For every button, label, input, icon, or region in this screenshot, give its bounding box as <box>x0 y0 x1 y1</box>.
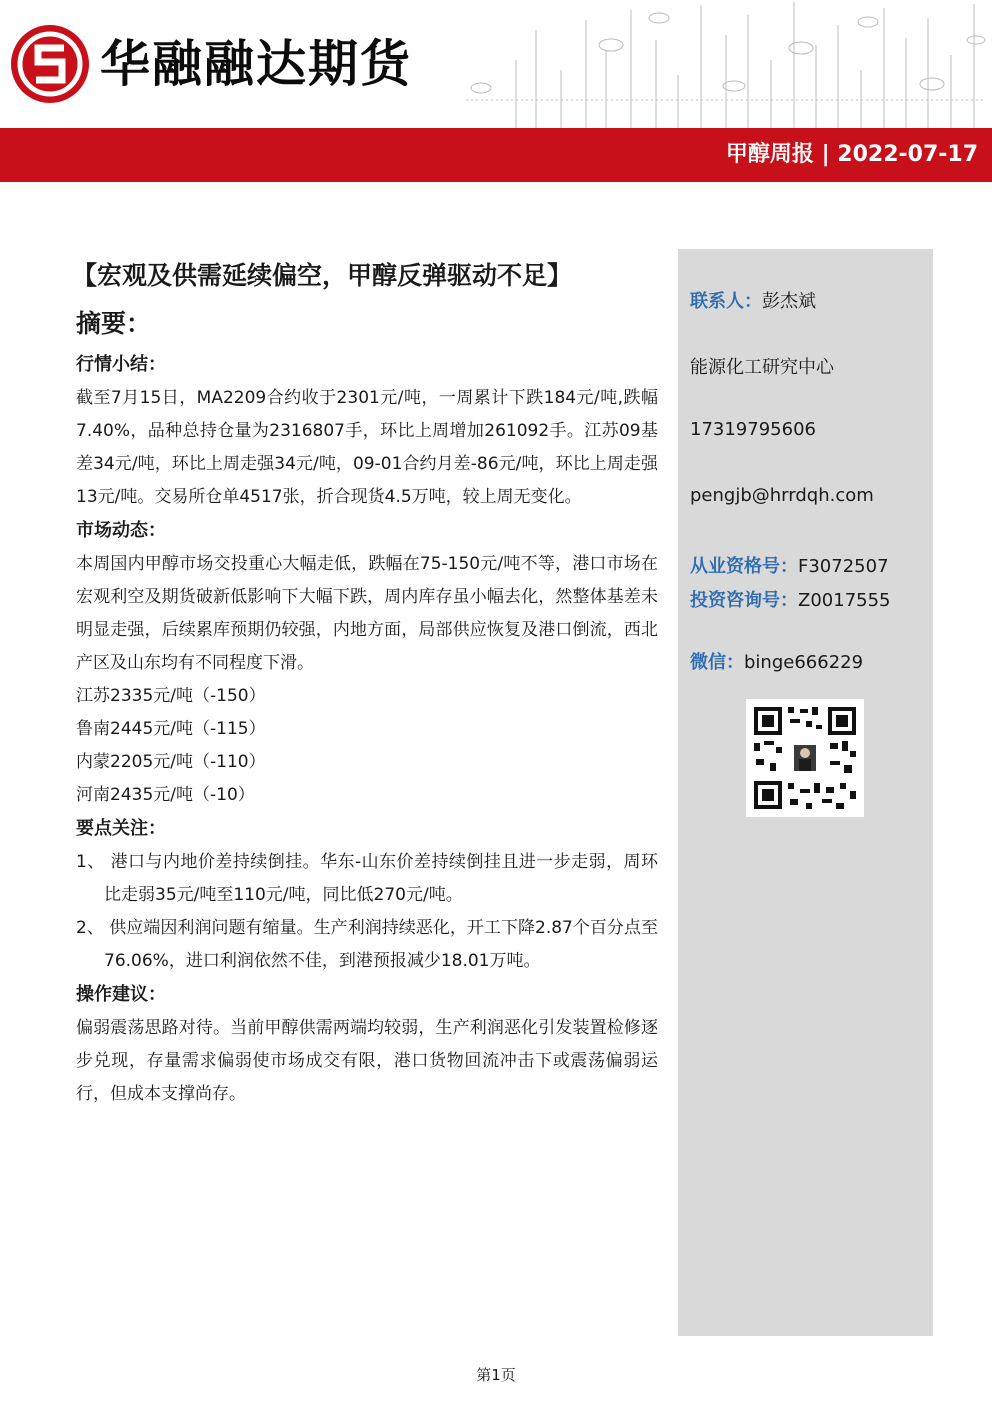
price-item: 鲁南2445元/吨（-115） <box>76 719 266 739</box>
qualification-label: 从业资格号： <box>690 556 798 577</box>
qualification-number: F3072507 <box>798 556 889 577</box>
key-points-list <box>76 846 658 978</box>
wechat-label: 微信： <box>690 652 744 673</box>
report-label: 甲醇周报 | 2022-07-17 <box>725 142 978 167</box>
market-summary-title: 行情小结： <box>76 354 166 375</box>
advice-body: 偏弱震荡思路对待。当前甲醇供需两端均较弱，生产利润恶化引发装置检修逐步兑现，存量需求偏弱使市场成交有限，港口货物回流冲击下或震荡偏弱运行，但成本支撑尚存。 <box>76 1018 658 1104</box>
regional-price-list <box>76 680 658 812</box>
price-item: 江苏2335元/吨（-150） <box>76 686 266 706</box>
consulting-number: Z0017555 <box>798 590 891 611</box>
price-item: 河南2435元/吨（-10） <box>76 785 255 805</box>
email-address[interactable]: pengjb@hrrdqh.com <box>690 485 874 506</box>
main-content <box>72 250 658 1111</box>
phone-number: 17319795606 <box>690 419 816 440</box>
wechat-row <box>690 648 863 674</box>
advice-title: 操作建议： <box>76 984 166 1005</box>
header-band <box>0 128 992 182</box>
key-points-title: 要点关注： <box>76 818 166 839</box>
brand-name: 华融融达期货 <box>100 34 412 93</box>
page-number: 第1页 <box>476 1366 516 1384</box>
key-point-item: 2、 供应端因利润问题有缩量。生产利润持续恶化，开工下降2.87个百分点至76.06%，进口利润依然不佳，到港预报减少18.01万吨。 <box>76 918 658 971</box>
summary-title: 摘要： <box>76 309 152 338</box>
contact-row <box>690 287 816 313</box>
qualification-row <box>690 552 889 578</box>
market-dynamics-body: 本周国内甲醇市场交投重心大幅走低，跌幅在75-150元/吨不等，港口市场在宏观利空及期货破新低影响下大幅下跌，周内库存虽小幅去化，然整体基差未明显走强，后续累库预期仍较强，内地方面，局部供应恢复及港口倒流，西北产区及山东均有不同程度下滑。 <box>76 554 658 673</box>
company-logo <box>8 22 92 106</box>
contact-label: 联系人： <box>690 291 762 312</box>
price-item: 内蒙2205元/吨（-110） <box>76 752 266 772</box>
key-point-item: 1、 港口与内地价差持续倒挂。华东-山东价差持续倒挂且进一步走弱，周环比走弱35元/吨至110元/吨，同比低270元/吨。 <box>76 852 658 905</box>
header-decoration <box>456 0 992 130</box>
department: 能源化工研究中心 <box>690 357 834 378</box>
consulting-row <box>690 586 891 612</box>
market-summary-body: 截至7月15日，MA2209合约收于2301元/吨，一周累计下跌184元/吨,跌幅7.40%，品种总持仓量为2316807手，环比上周增加261092手。江苏09基差34元/吨，环比上周走强34元/吨，09-01合约月差-86元/吨，环比上周走强13元/吨。交易所仓单4517张，折合现货4.5万吨，较上周无变化。 <box>76 388 658 507</box>
wechat-id: binge666229 <box>744 652 864 673</box>
wechat-qr-code <box>746 699 864 817</box>
headline: 【宏观及供需延续偏空，甲醇反弹驱动不足】 <box>72 261 573 290</box>
consulting-label: 投资咨询号： <box>690 590 798 611</box>
contact-name: 彭杰斌 <box>762 291 816 312</box>
market-dynamics-title: 市场动态： <box>76 520 166 541</box>
contact-sidebar <box>678 249 933 1336</box>
